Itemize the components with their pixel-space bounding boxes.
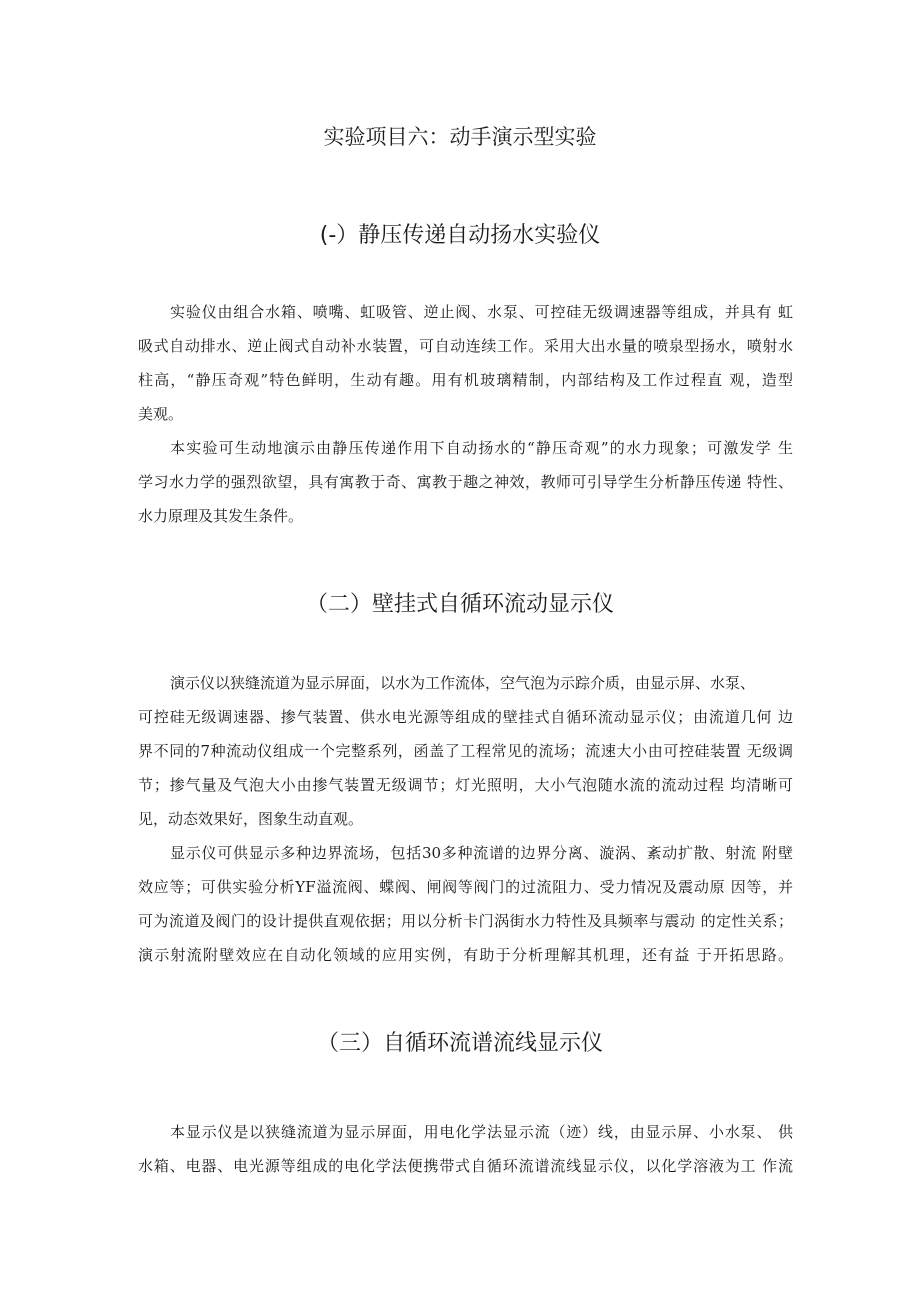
document-title: 实验项目六：动手演示型实验 xyxy=(323,125,597,149)
section-1-paragraph-2 xyxy=(138,431,793,533)
section-1-paragraph-1 xyxy=(138,295,793,431)
paragraph-line: 水力原理及其发生条件。 xyxy=(138,507,304,525)
section-2-paragraph-2 xyxy=(138,836,793,972)
section-heading-3: （三）自循环流谱流线显示仪 xyxy=(316,1031,603,1056)
paragraph-line: 节；掺气量及气泡大小由掺气装置无级调节；灯光照明，大小气泡随水流的流动过程 均清晰可 xyxy=(138,776,793,794)
paragraph-line: 显示仪可供显示多种边界流场，包括30多种流谱的边界分离、漩涡、紊动扩散、射流 附壁 xyxy=(170,844,793,862)
paragraph-line: 界不同的7种流动仪组成一个完整系列，函盖了工程常见的流场；流速大小由可控硅装置 无级调 xyxy=(138,742,793,760)
paragraph-line: 效应等；可供实验分析YF溢流阀、蝶阀、闸阀等阀门的过流阻力、受力情况及震动原 因等，并 xyxy=(138,878,793,896)
section-heading-2: （二）壁挂式自循环流动显示仪 xyxy=(305,592,614,617)
section-3-paragraph-1 xyxy=(138,1115,793,1183)
paragraph-line: 演示仪以狭缝流道为显示屏面，以水为工作流体，空气泡为示踪介质，由显示屏、水泵、 xyxy=(170,674,756,692)
paragraph-line: 实验仪由组合水箱、喷嘴、虹吸管、逆止阀、水泵、可控硅无级调速器等组成，并具有 虹 xyxy=(170,303,793,321)
section-2-paragraph-1 xyxy=(138,666,793,836)
paragraph-line: 可控硅无级调速器、掺气装置、供水电光源等组成的壁挂式自循环流动显示仪；由流道几何 边 xyxy=(138,708,793,726)
paragraph-line: 演示射流附壁效应在自动化领域的应用实例，有助于分析理解其机理，还有益 于开拓思路。 xyxy=(138,946,793,964)
paragraph-line: 柱高，“静压奇观”特色鲜明，生动有趣。用有机玻璃精制，内部结构及工作过程直 观，造型 xyxy=(138,371,793,389)
paragraph-line: 本实验可生动地演示由静压传递作用下自动扬水的“静压奇观”的水力现象；可激发学 生 xyxy=(170,439,793,457)
section-heading-1: (-）静压传递自动扬水实验仪 xyxy=(319,223,601,248)
paragraph-line: 水箱、电器、电光源等组成的电化学法便携带式自循环流谱流线显示仪，以化学溶液为工 作流 xyxy=(138,1157,793,1175)
paragraph-line: 可为流道及阀门的设计提供直观依据；用以分析卡门涡街水力特性及具频率与震动 的定性关系； xyxy=(138,912,793,930)
paragraph-line: 吸式自动排水、逆止阀式自动补水装置，可自动连续工作。采用大出水量的喷泉型扬水，喷射水 xyxy=(138,337,793,355)
paragraph-line: 学习水力学的强烈欲望，具有寓教于奇、寓教于趣之神效，教师可引导学生分析静压传递 特性、 xyxy=(138,473,793,491)
paragraph-line: 本显示仪是以狭缝流道为显示屏面，用电化学法显示流（迹）线，由显示屏、小水泵、 供 xyxy=(170,1123,793,1141)
paragraph-line: 见，动态效果好，图象生动直观。 xyxy=(138,810,364,828)
paragraph-line: 美观。 xyxy=(138,405,184,423)
